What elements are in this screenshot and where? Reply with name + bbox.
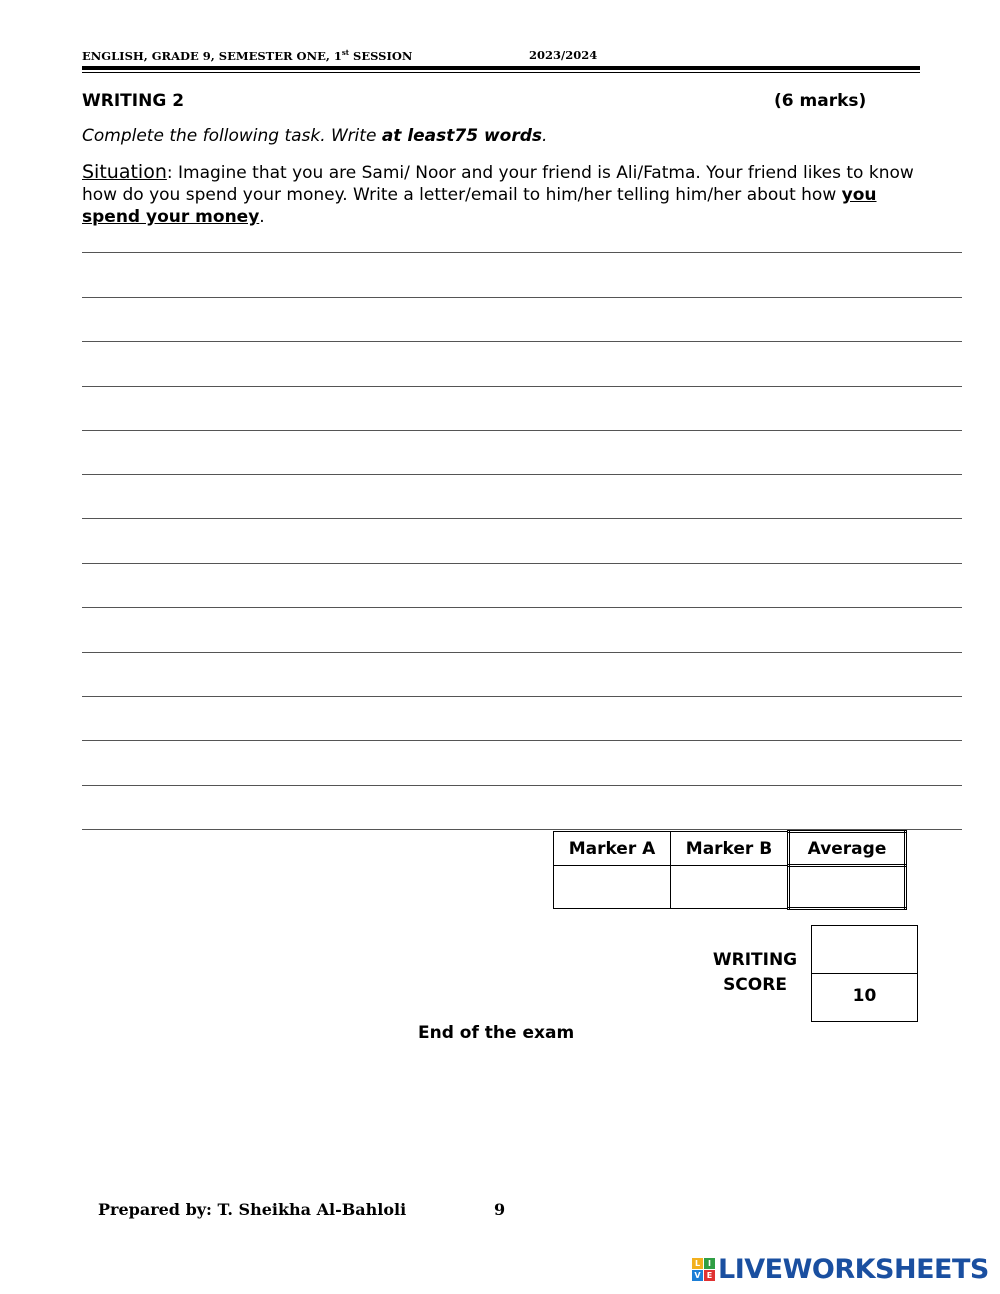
word-count-requirement: at least75 words bbox=[381, 126, 543, 146]
header-rule-thick bbox=[82, 66, 920, 70]
writing-line[interactable] bbox=[82, 341, 962, 342]
writing-line[interactable] bbox=[82, 430, 962, 431]
writing-line[interactable] bbox=[82, 696, 962, 697]
page-number: 9 bbox=[494, 1200, 506, 1219]
section-title: WRITING 2 bbox=[82, 91, 185, 111]
situation-emphasis: you spend your money bbox=[82, 185, 877, 227]
writing-line[interactable] bbox=[82, 563, 962, 564]
writing-line[interactable] bbox=[82, 740, 962, 741]
writing-line[interactable] bbox=[82, 474, 962, 475]
writing-line[interactable] bbox=[82, 607, 962, 608]
situation-label: Situation bbox=[82, 161, 167, 183]
section-marks: (6 marks) bbox=[774, 91, 867, 111]
writing-line[interactable] bbox=[82, 386, 962, 387]
situation-text: Situation: Imagine that you are Sami/ Noor and your friend is Ali/Fatma. Your friend likes to know how do you spend your money. Write a letter/email to him/her telling him/her about how you spend your money. bbox=[82, 161, 914, 227]
average-header: Average bbox=[789, 832, 906, 866]
score-divider bbox=[812, 973, 917, 974]
exam-header-year: 2023/2024 bbox=[529, 48, 598, 62]
writing-score-label: WRITING SCORE bbox=[712, 950, 798, 995]
logo-text: LIVEWORKSHEETS bbox=[718, 1253, 989, 1285]
marker-table bbox=[553, 830, 907, 910]
writing-line[interactable] bbox=[82, 785, 962, 786]
logo-icon: L I V E bbox=[692, 1258, 715, 1281]
exam-header-course: ENGLISH, GRADE 9, SEMESTER ONE, 1st SESSION bbox=[82, 48, 413, 63]
writing-score-total: 10 bbox=[852, 986, 877, 1006]
writing-line[interactable] bbox=[82, 518, 962, 519]
writing-score-box bbox=[811, 925, 918, 1022]
marker-b-header: Marker B bbox=[671, 832, 789, 866]
writing-line[interactable] bbox=[82, 252, 962, 253]
marker-a-header: Marker A bbox=[554, 832, 671, 866]
writing-line[interactable] bbox=[82, 652, 962, 653]
liveworksheets-logo bbox=[692, 1254, 989, 1284]
average-cell[interactable] bbox=[789, 866, 906, 909]
prepared-by: Prepared by: T. Sheikha Al-Bahloli bbox=[98, 1200, 407, 1219]
end-of-exam: End of the exam bbox=[418, 1023, 575, 1043]
writing-score-input[interactable] bbox=[812, 926, 917, 973]
writing-line[interactable] bbox=[82, 297, 962, 298]
task-instruction: Complete the following task. Write at least75 words. bbox=[82, 126, 548, 146]
marker-a-cell[interactable] bbox=[554, 866, 671, 909]
header-rule-thin bbox=[82, 72, 920, 73]
marker-b-cell[interactable] bbox=[671, 866, 789, 909]
